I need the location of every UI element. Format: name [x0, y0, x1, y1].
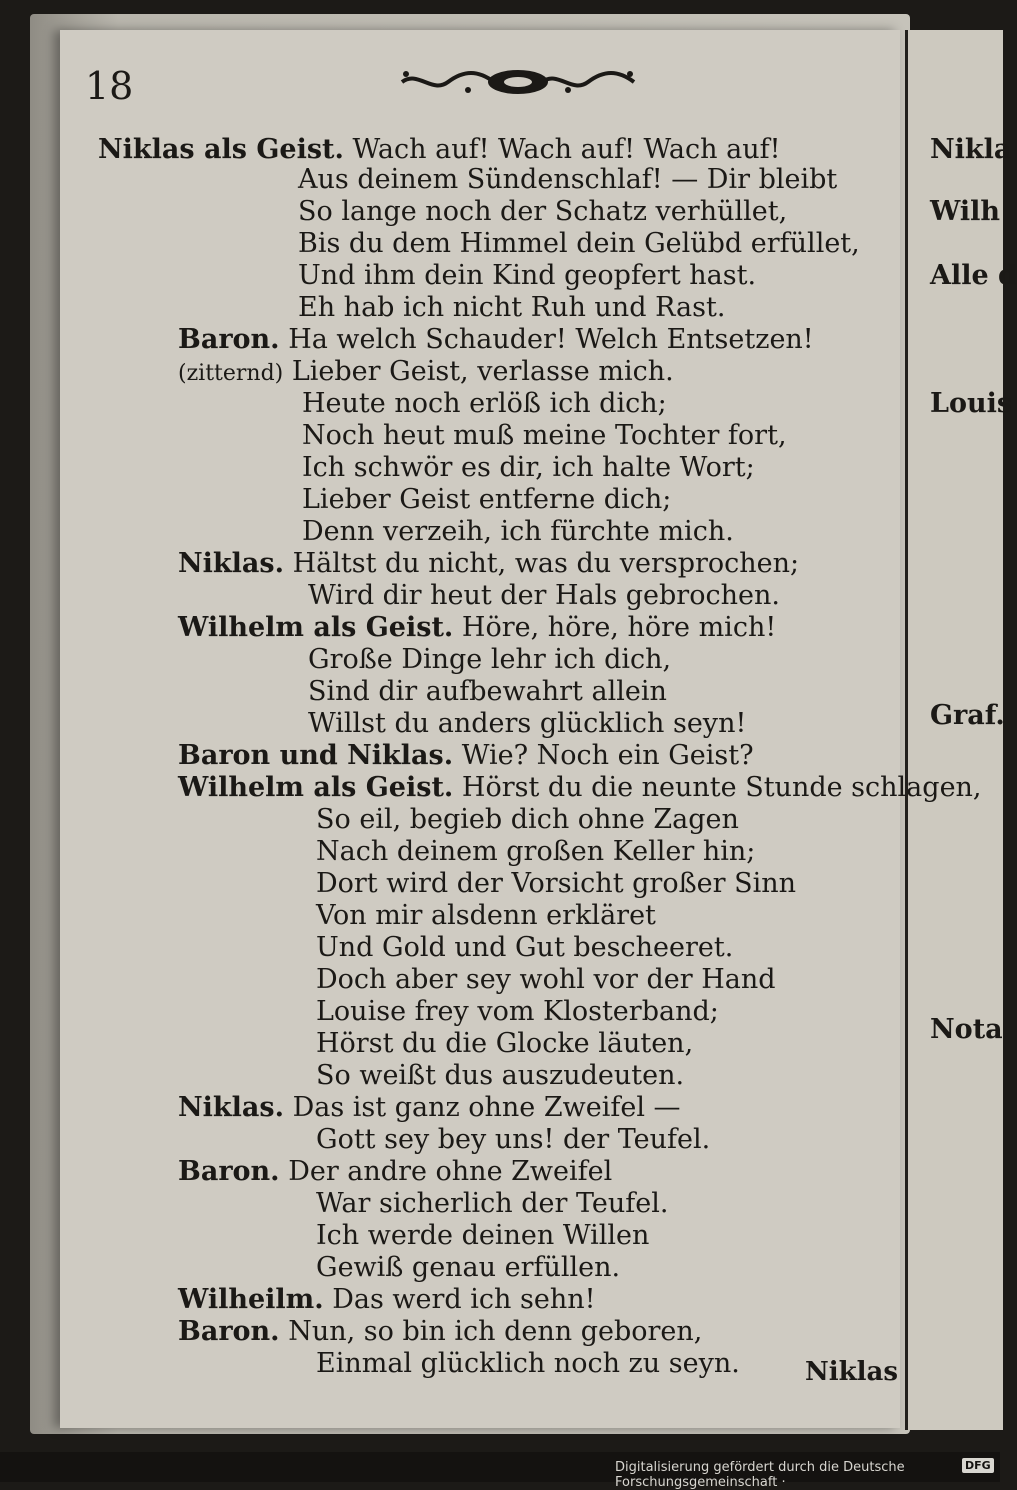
facing-fragment: Wilh	[930, 196, 1000, 227]
verse-line-text: Wird dir heut der Hals gebrochen.	[308, 580, 780, 611]
verse-line-text: Lieber Geist, verlasse mich.	[291, 356, 674, 387]
verse-line	[302, 484, 671, 515]
stage-direction: (zitternd)	[178, 361, 284, 386]
verse-line	[316, 996, 719, 1027]
verse-line-text: War sicherlich der Teufel.	[316, 1188, 669, 1219]
verse-line	[178, 1284, 596, 1315]
facing-fragment: Nikla	[930, 134, 1012, 165]
verse-line	[178, 1156, 612, 1187]
verse-line	[298, 292, 725, 323]
verse-line	[316, 1220, 649, 1251]
speaker-name: Baron.	[178, 1316, 280, 1347]
verse-line-text: Noch heut muß meine Tochter fort,	[302, 420, 787, 451]
facing-fragment: Graf.	[930, 700, 1005, 731]
speaker-name: Niklas.	[178, 548, 284, 579]
verse-line-text: Wach auf! Wach auf! Wach auf!	[352, 134, 781, 165]
verse-line	[178, 1092, 681, 1123]
verse-line	[302, 388, 667, 419]
verse-line	[308, 708, 746, 739]
verse-line-text: Ha welch Schauder! Welch Entsetzen!	[288, 324, 814, 355]
verse-line-text: So weißt dus auszudeuten.	[316, 1060, 685, 1091]
ornament-icon	[398, 62, 638, 102]
verse-line	[316, 1348, 740, 1379]
verse-line-text: Hältst du nicht, was du versprochen;	[292, 548, 800, 579]
speaker-name: Niklas.	[178, 1092, 284, 1123]
verse-line-text: Das ist ganz ohne Zweifel —	[292, 1092, 681, 1123]
verse-line	[316, 1124, 710, 1155]
verse-line-text: Große Dinge lehr ich dich,	[308, 644, 672, 675]
verse-line	[298, 228, 860, 259]
page-number: 18	[85, 64, 134, 108]
verse-line-text: Lieber Geist entferne dich;	[302, 484, 672, 515]
verse-line	[308, 580, 780, 611]
verse-line-text: So lange noch der Schatz verhüllet,	[298, 196, 788, 227]
verse-line	[178, 772, 982, 803]
verse-line-text: Und Gold und Gut bescheeret.	[316, 932, 734, 963]
verse-line	[316, 1028, 693, 1059]
verse-line-text: Gott sey bey uns! der Teufel.	[316, 1124, 711, 1155]
verse-line-text: Gewiß genau erfüllen.	[316, 1252, 621, 1283]
verse-line-text: Willst du anders glücklich seyn!	[308, 708, 747, 739]
verse-line-text: Louise frey vom Klosterband;	[316, 996, 719, 1027]
facing-fragment: Alle d	[930, 260, 1017, 291]
verse-line-text: Doch aber sey wohl vor der Hand	[316, 964, 776, 995]
speaker-name: Baron.	[178, 1156, 280, 1187]
verse-line	[298, 196, 787, 227]
verse-line	[302, 516, 734, 547]
verse-line-text: Wie? Noch ein Geist?	[461, 740, 754, 771]
verse-line	[298, 164, 837, 195]
verse-line-text: Bis du dem Himmel dein Gelübd erfüllet,	[298, 228, 860, 259]
speaker-name: Wilheilm.	[178, 1284, 324, 1315]
verse-line	[178, 548, 799, 579]
verse-line-text: Hörst du die Glocke läuten,	[316, 1028, 694, 1059]
verse-line	[298, 260, 756, 291]
verse-line-text: So eil, begieb dich ohne Zagen	[316, 804, 739, 835]
verse-line	[316, 932, 733, 963]
facing-fragment: Louis	[930, 388, 1013, 419]
footer-credit: Digitalisierung gefördert durch die Deutsche Forschungsgemeinschaft ·	[615, 1460, 905, 1490]
verse-line-text: Das werd ich sehn!	[332, 1284, 596, 1315]
verse-line-text: Dort wird der Vorsicht großer Sinn	[316, 868, 796, 899]
dfg-logo: DFG	[962, 1458, 994, 1473]
speaker-name: Wilhelm als Geist.	[178, 772, 454, 803]
verse-line	[316, 1060, 684, 1091]
verse-line	[316, 900, 656, 931]
verse-line-text: Ich werde deinen Willen	[316, 1220, 650, 1251]
verse-line	[316, 836, 755, 867]
verse-line-text: Hörst du die neunte Stunde schlagen,	[461, 772, 982, 803]
facing-fragment: Nota	[930, 1014, 1003, 1045]
verse-line	[316, 804, 739, 835]
verse-line	[316, 868, 796, 899]
verse-line	[316, 1252, 620, 1283]
verse-line	[308, 644, 671, 675]
verse-line	[178, 740, 754, 771]
speaker-name: Wilhelm als Geist.	[178, 612, 454, 643]
verse-line-text: Und ihm dein Kind geopfert hast.	[298, 260, 757, 291]
verse-line-text: Einmal glücklich noch zu seyn.	[316, 1348, 740, 1379]
footer-bar	[0, 1452, 1000, 1490]
verse-line-text: Sind dir aufbewahrt allein	[308, 676, 667, 707]
verse-line-text: Von mir alsdenn erkläret	[316, 900, 656, 931]
verse-line-text: Aus deinem Sündenschlaf! — Dir bleibt	[298, 164, 838, 195]
facing-page	[905, 30, 1017, 1430]
verse-line-text: Nun, so bin ich denn geboren,	[288, 1316, 703, 1347]
speaker-name: Baron.	[178, 324, 280, 355]
verse-line	[178, 612, 776, 643]
verse-line-text: Höre, höre, höre mich!	[461, 612, 777, 643]
speaker-name: Baron und Niklas.	[178, 740, 454, 771]
verse-line-text: Nach deinem großen Keller hin;	[316, 836, 756, 867]
verse-line	[178, 356, 674, 387]
verse-line-text: Denn verzeih, ich fürchte mich.	[302, 516, 734, 547]
verse-line	[302, 420, 787, 451]
verse-line	[308, 676, 667, 707]
verse-line	[316, 1188, 668, 1219]
catchword: Niklas	[805, 1357, 899, 1387]
verse-line-text: Eh hab ich nicht Ruh und Rast.	[298, 292, 726, 323]
verse-line	[316, 964, 776, 995]
verse-line	[302, 452, 755, 483]
verse-line-text: Ich schwör es dir, ich halte Wort;	[302, 452, 755, 483]
verse-line	[98, 134, 780, 165]
verse-line-text: Der andre ohne Zweifel	[288, 1156, 613, 1187]
verse-line-text: Heute noch erlöß ich dich;	[302, 388, 667, 419]
verse-line	[178, 1316, 702, 1347]
speaker-name: Niklas als Geist.	[98, 134, 344, 165]
verse-line	[178, 324, 814, 355]
